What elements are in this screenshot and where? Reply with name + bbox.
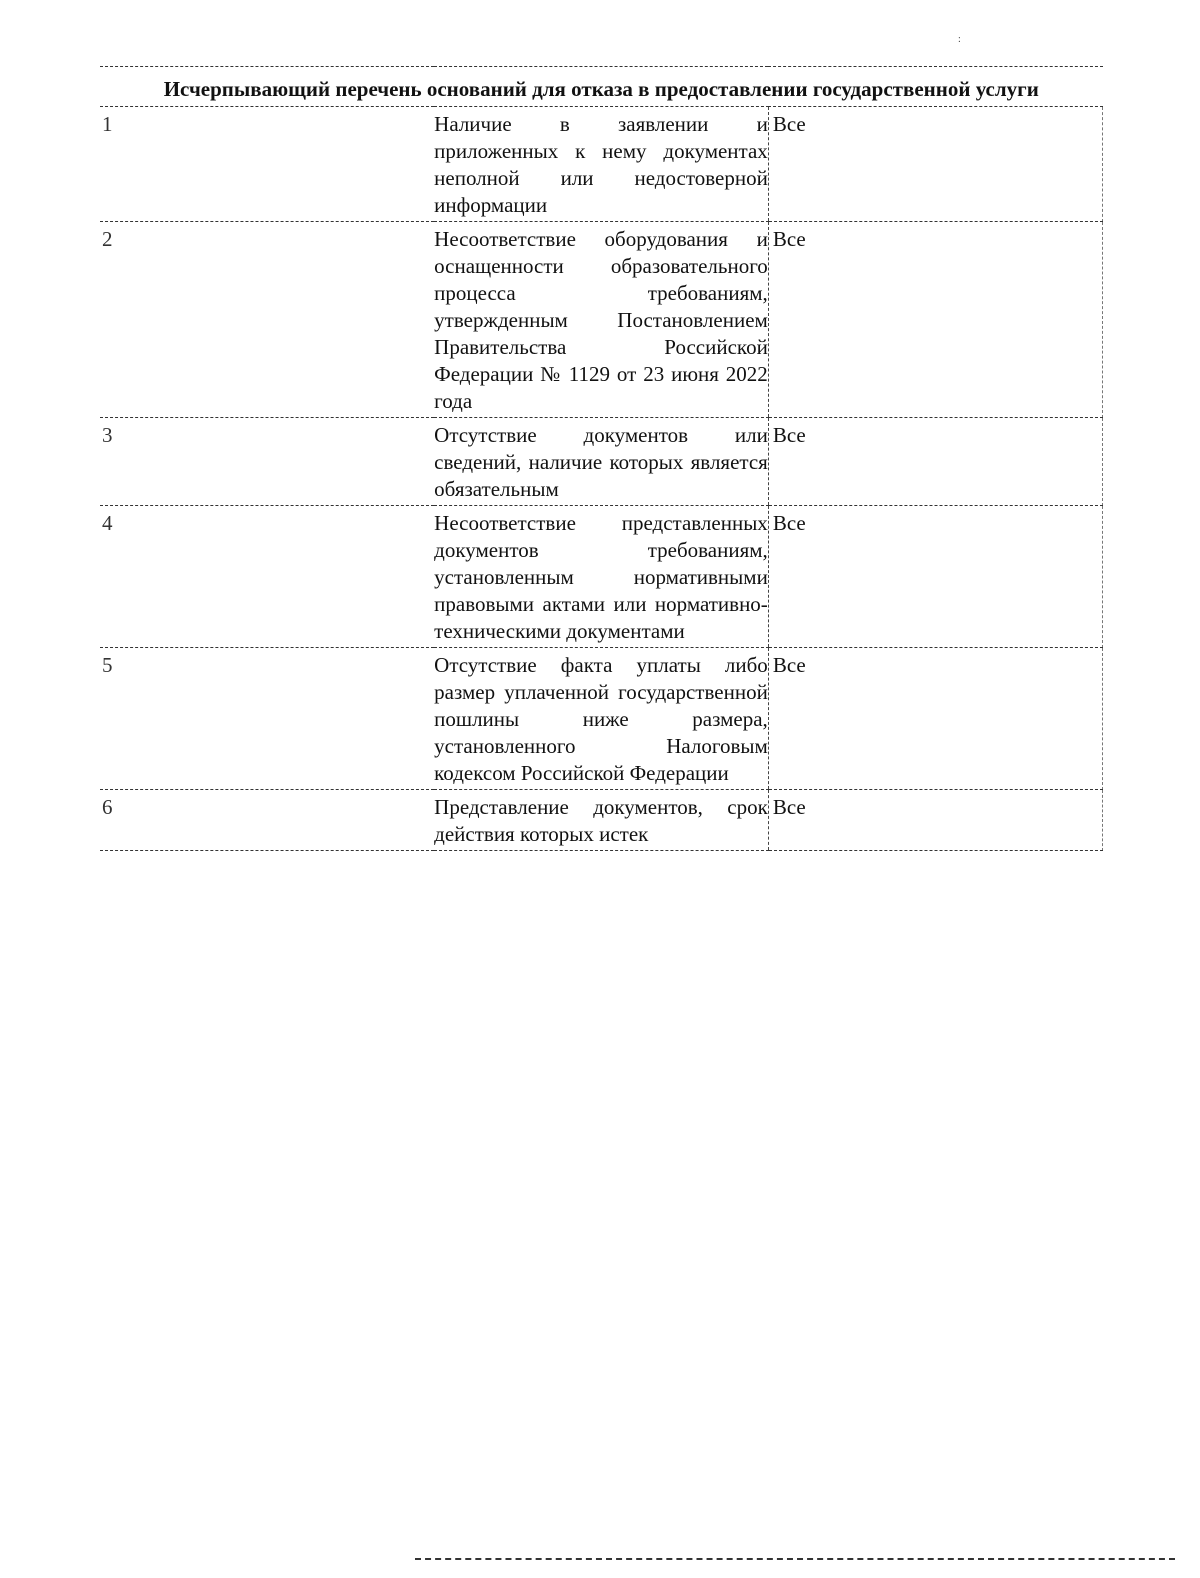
row-number: 4 — [100, 506, 434, 648]
row-reason-text: Представление документов, срок действия которых истек — [434, 790, 768, 851]
row-applies-to: Все — [768, 506, 1102, 648]
row-number: 5 — [100, 648, 434, 790]
table-row — [100, 107, 1103, 222]
refusal-grounds-table — [100, 66, 1103, 851]
row-applies-to: Все — [768, 222, 1102, 418]
table-header-row — [100, 67, 1103, 107]
row-number: 6 — [100, 790, 434, 851]
scan-artifact-line — [415, 1558, 1175, 1566]
table-title: Исчерпывающий перечень оснований для отказа в предоставлении государственной услуги — [100, 67, 1103, 107]
row-applies-to: Все — [768, 107, 1102, 222]
row-number: 2 — [100, 222, 434, 418]
table-row — [100, 222, 1103, 418]
row-applies-to: Все — [768, 648, 1102, 790]
table-row — [100, 418, 1103, 506]
row-reason-text: Отсутствие факта уплаты либо размер уплаченной государственной пошлины ниже размера, установленного Налоговым кодексом Российской Федерации — [434, 648, 768, 790]
row-applies-to: Все — [768, 790, 1102, 851]
row-reason-text: Несоответствие представленных документов требованиям, установленным нормативными правовыми актами или нормативно-техническими документами — [434, 506, 768, 648]
row-reason-text: Отсутствие документов или сведений, наличие которых является обязательным — [434, 418, 768, 506]
row-number: 3 — [100, 418, 434, 506]
table-row — [100, 790, 1103, 851]
row-number: 1 — [100, 107, 434, 222]
row-reason-text: Наличие в заявлении и приложенных к нему документах неполной или недостоверной информации — [434, 107, 768, 222]
row-reason-text: Несоответствие оборудования и оснащенности образовательного процесса требованиям, утвержденным Постановлением Правительства Российской Федерации № 1129 от 23 июня 2022 года — [434, 222, 768, 418]
table-row — [100, 648, 1103, 790]
table-row — [100, 506, 1103, 648]
scan-mark: : — [958, 34, 961, 45]
row-applies-to: Все — [768, 418, 1102, 506]
